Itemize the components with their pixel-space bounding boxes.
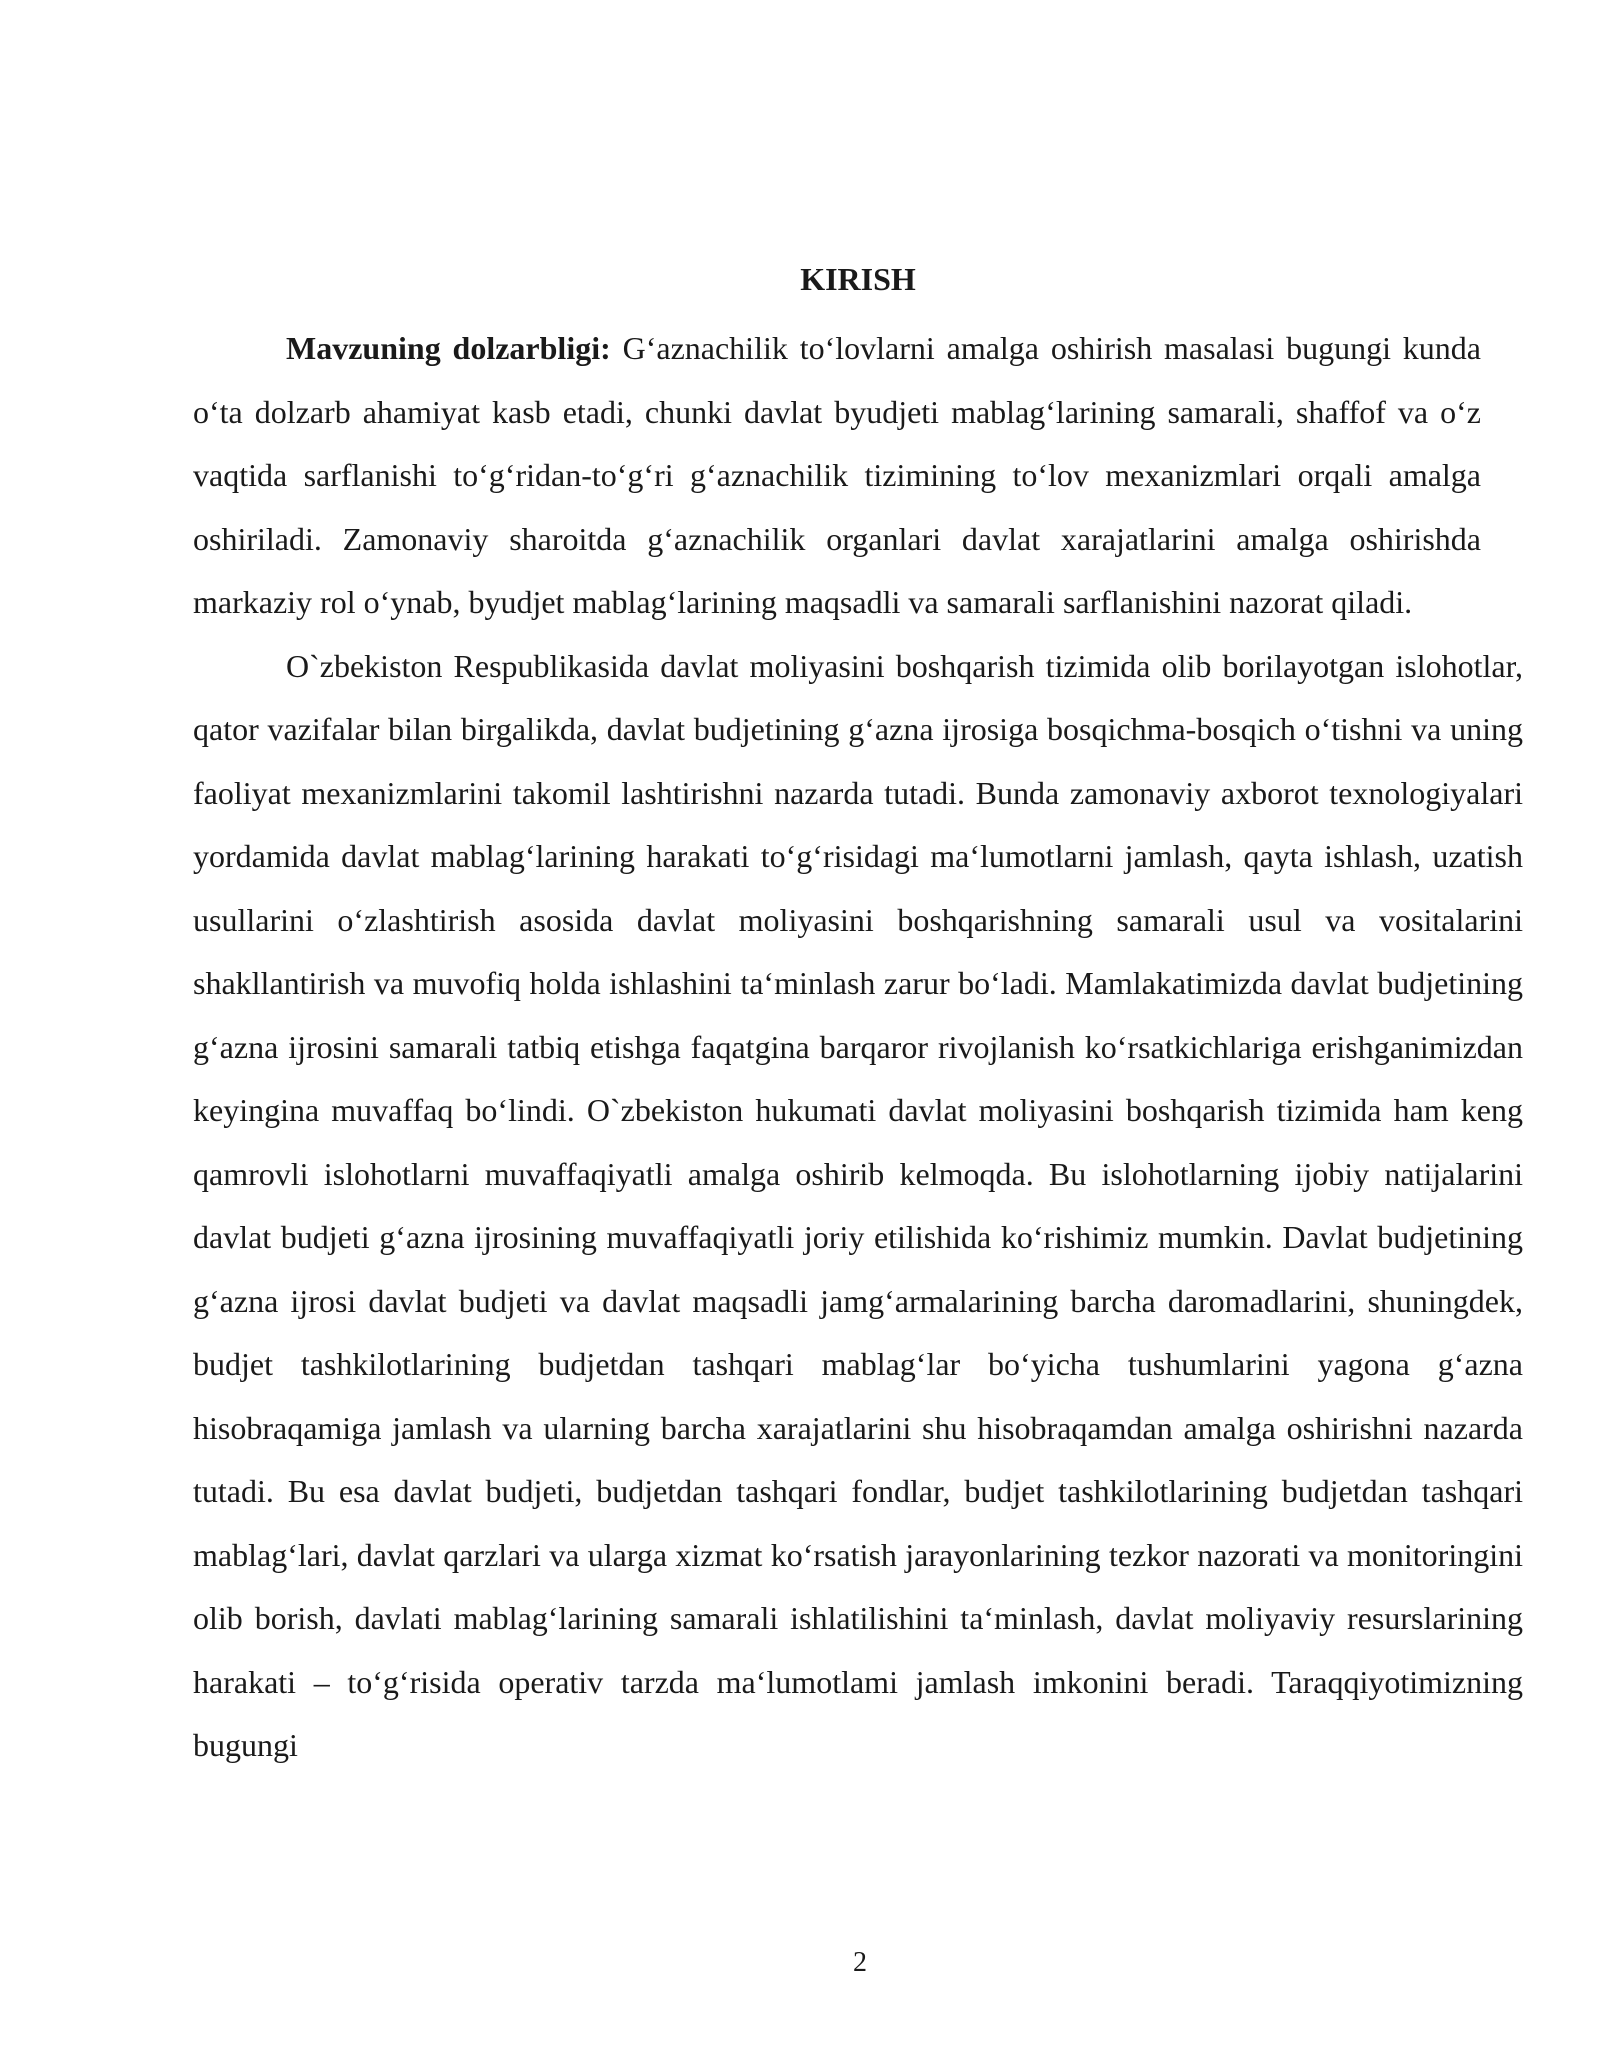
paragraph-lead: Mavzuning dolzarbligi: — [286, 330, 611, 366]
paragraph-relevance — [193, 317, 1481, 635]
page-content — [193, 255, 1523, 1778]
section-heading: KIRISH — [800, 261, 916, 297]
paragraph-relevance-text: G‘aznachilik to‘lovlarni amalga oshirish masalasi bugungi kunda o‘ta dolzarb ahamiyat kasb etadi, chunki davlat byudjeti mablag‘larining samarali, shaffof va o‘z vaqtida sarflanishi to‘g‘ridan-to‘g‘ri g‘aznachilik tizimining to‘lov mexanizmlari orqali amalga oshiriladi. Zamonaviy sharoitda g‘aznachilik organlari davlat xarajatlarini amalga oshirishda markaziy rol o‘ynab, byudjet mablag‘larining maqsadli va samarali sarflanishini nazorat qiladi. — [193, 330, 1481, 620]
paragraph-reforms: O`zbekiston Respublikasida davlat moliyasini boshqarish tizimida olib borilayotgan islohotlar, qator vazifalar bilan birgalikda, davlat budjetining g‘azna ijrosiga bosqichma-bosqich o‘tishni va uning faoliyat mexanizmlarini takomil lashtirishni nazarda tutadi. Bunda zamonaviy axborot texnologiyalari yordamida davlat mablag‘larining harakati to‘g‘risidagi ma‘lumotlarni jamlash, qayta ishlash, uzatish usullarini o‘zlashtirish asosida davlat moliyasini boshqarishning samarali usul va vositalarini shakllantirish va muvofiq holda ishlashini ta‘minlash zarur bo‘ladi. Mamlakatimizda davlat budjetining g‘azna ijrosini samarali tatbiq etishga faqatgina barqaror rivojlanish ko‘rsatkichlariga erishganimizdan keyingina muvaffaq bo‘lindi. O`zbekiston hukumati davlat moliyasini boshqarish tizimida ham keng qamrovli islohotlarni muvaffaqiyatli amalga oshirib kelmoqda. Bu islohotlarning ijobiy natijalarini davlat budjeti g‘azna ijrosining muvaffaqiyatli joriy etilishida ko‘rishimiz mumkin. Davlat budjetining g‘azna ijrosi davlat budjeti va davlat maqsadli jamg‘armalarining barcha daromadlarini, shuningdek, budjet tashkilotlarining budjetdan tashqari mablag‘lar bo‘yicha tushumlarini yagona g‘azna hisobraqamiga jamlash va ularning barcha xarajatlarini shu hisobraqamdan amalga oshirishni nazarda tutadi. Bu esa davlat budjeti, budjetdan tashqari fondlar, budjet tashkilotlarining budjetdan tashqari mablag‘lari, davlat qarzlari va ularga xizmat ko‘rsatish jarayonlarining tezkor nazorati va monitoringini olib borish, davlati mablag‘larining samarali ishlatilishini ta‘minlash, davlat moliyaviy resurslarining harakati – to‘g‘risida operativ tarzda ma‘lumotlami jamlash imkonini beradi. Taraqqiyotimizning bugungi — [193, 647, 1523, 1763]
page-number: 2 — [853, 1947, 867, 1978]
